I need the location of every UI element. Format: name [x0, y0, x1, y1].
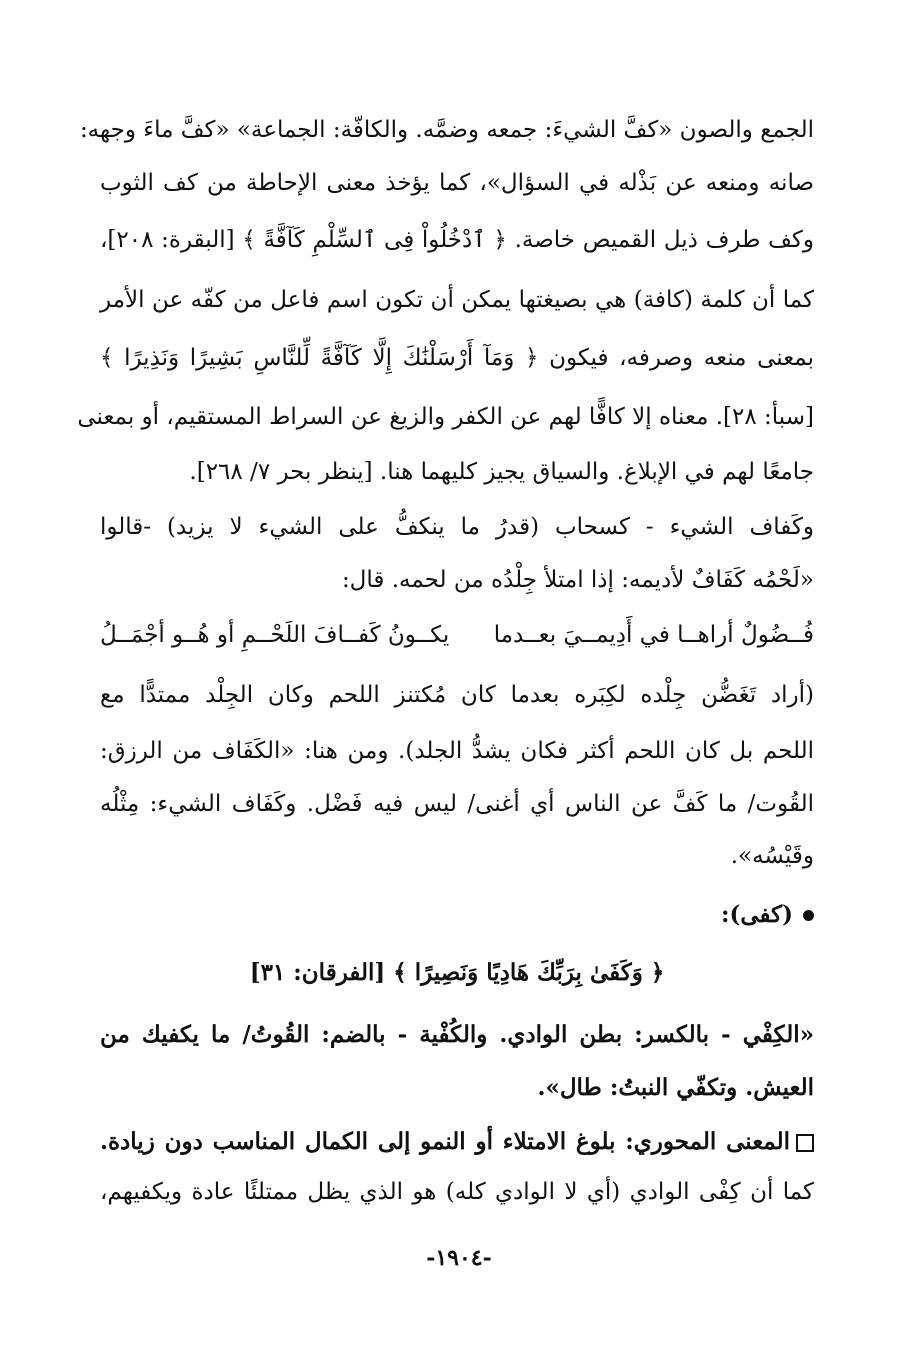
text-line: جامعًا لهم في الإبلاغ. والسياق يجيز كليهما هنا. [ينظر بحر ٧/ ٢٦٨].	[189, 459, 814, 485]
square-box-icon	[796, 1134, 814, 1152]
core-meaning	[100, 1124, 814, 1160]
text-line: وكف طرف ذيل القميص خاصة. ﴿ ٱدْخُلُواْ فِى ٱلسِّلْمِ كَآفَّةً ﴾ [البقرة: ٢٠٨]،	[100, 227, 814, 253]
page-number: -١٩٠٤-	[426, 1245, 492, 1271]
definition-line: «الكِفْي - بالكسر: بطن الوادي. والكُفْية - بالضم: القُوتُ/ ما يكفيك من	[100, 1021, 814, 1048]
verse-first-hemistich: فُــضُولٌ أراهــا في أَدِيمــيَ بعــدما	[493, 622, 814, 648]
text-line: القُوت/ ما كَفَّ عن الناس أي أغنى/ ليس فيه فَضْل. وكَفَاف الشيء: مِثْلُه	[100, 791, 814, 817]
core-meaning-text: المعنى المحوري: بلوغ الامتلاء أو النمو إلى الكمال المناسب دون زيادة.	[100, 1128, 790, 1155]
text-line: [سبأ: ٢٨]. معناه إلا كافًّا لهم عن الكفر والزيغ عن السراط المستقيم، أو بمعنى	[77, 404, 814, 430]
text-line: بمعنى منعه وصرفه، فيكون ﴿ وَمَآ أَرْسَلْنَٰكَ إِلَّا كَآفَّةً لِّلنَّاسِ بَشِيرًا وَنَذِيرًا ﴾	[100, 345, 814, 371]
poetry-verse	[100, 617, 814, 653]
text-line: «لَحْمُه كَفَافٌ لأديمه: إذا امتلأ جِلْدُه من لحمه. قال:	[341, 567, 814, 593]
text-line: صانه ومنعه عن بَذْله في السؤال»، كما يؤخذ معنى الإحاطة من كف الثوب	[100, 170, 814, 196]
text-line: كما أن كِفْى الوادي (أي لا الوادي كله) هو الذي يظل ممتلئًا عادة ويكفيهم،	[100, 1179, 814, 1205]
definition-line: العيش. وتكفّي النبتُ: طال».	[537, 1074, 814, 1101]
text-line: وكَفاف الشيء - كسحاب (قدرُ ما ينكفُّ على الشيء لا يزيد) -قالوا	[100, 514, 814, 540]
verse-second-hemistich: يكــونُ كَفــافَ اللَحْــمِ أو هُــو أجْمَــلُ	[100, 622, 450, 648]
text-line: كما أن كلمة (كافة) هي بصيغتها يمكن أن تكون اسم فاعل من كفّه عن الأمر	[100, 287, 814, 313]
quran-verse: ﴿ وَكَفَىٰ بِرَبِّكَ هَادِيًا وَنَصِيرًا ﴾ [الفرقان: ٣١]	[249, 959, 665, 986]
text-line: اللحم بل كان اللحم أكثر فكان يشدُّ الجلد). ومن هنا: «الكَفَاف من الرزق:	[100, 738, 814, 764]
section-heading	[721, 897, 814, 933]
text-line: (أراد تَغَضُّن جِلْده لكِبَره بعدما كان مُكتنز اللحم وكان الجِلْد ممتدًّا مع	[100, 682, 814, 708]
text-line: وقَيْسُه».	[730, 843, 814, 869]
text-line: الجمع والصون «كفَّ الشيءَ: جمعه وضمَّه. والكافّة: الجماعة» «كفَّ ماءَ وجهه:	[79, 117, 814, 143]
bullet-icon	[803, 910, 814, 921]
section-heading-text: (كفى):	[720, 901, 793, 928]
